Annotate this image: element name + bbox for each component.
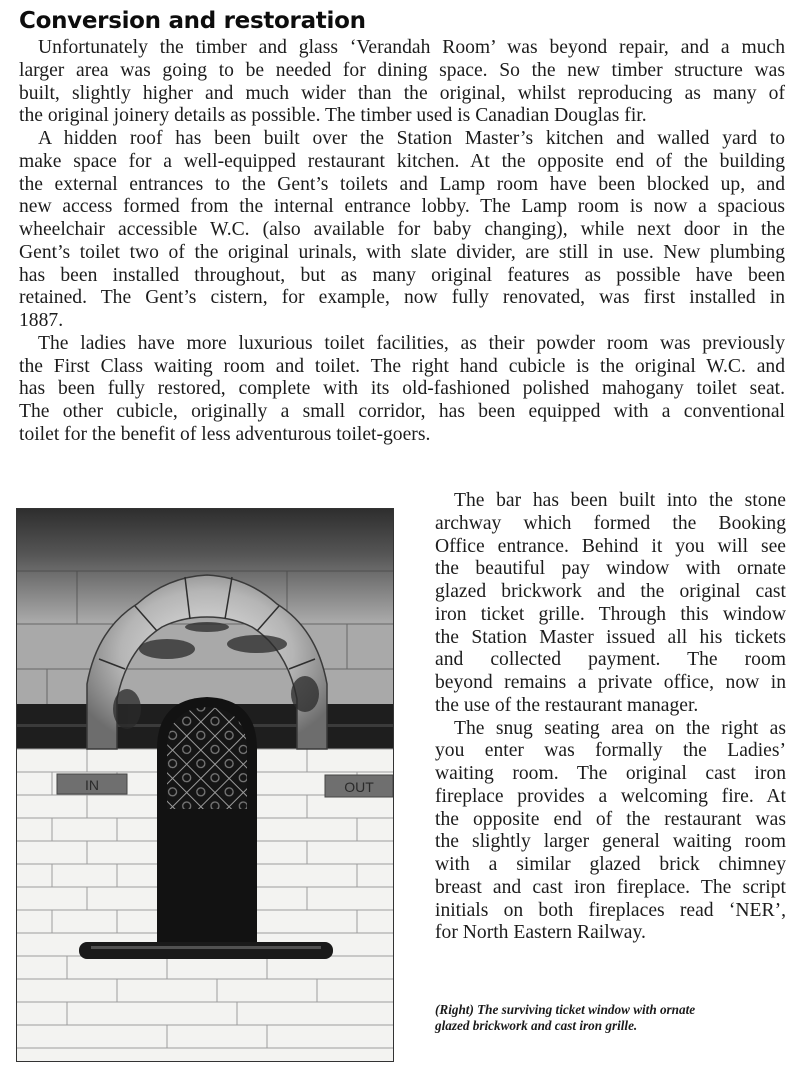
out-sign: OUT [344, 779, 374, 795]
text-line: and collected payment. The room [435, 649, 786, 671]
text-line: 1887. [19, 310, 64, 331]
text-line: the original joinery details as possible. The timber used is Canadian Douglas fir. [19, 105, 647, 127]
text-line: built, slightly higher and much wider than the original, whilst reproducing as many of [19, 82, 785, 104]
text-line: larger area was going to be needed for dining space. So the new timber structure was [19, 59, 785, 81]
text-line: the use of the restaurant manager. [435, 694, 699, 716]
text-line: The other cubicle, originally a small corridor, has been equipped with a conventional [19, 401, 785, 422]
text-line: glazed brickwork and the original cast [435, 581, 786, 602]
text-line: Unfortunately the timber and glass ‘Verandah Room’ was beyond repair, and a much [38, 37, 785, 58]
text-line: A hidden roof has been built over the Station Master’s kitchen and walled yard to [38, 128, 785, 149]
text-line: toilet for the benefit of less adventurous toilet-goers. [19, 423, 431, 445]
caption-line: glazed brickwork and cast iron grille. [435, 1018, 638, 1033]
text-line: initials on both fireplaces read ‘NER’, [435, 899, 786, 921]
text-line: Gent’s toilet two of the original urinals, with slate divider, are still in use. New plumbing [19, 241, 785, 263]
ticket-window-photo [16, 508, 394, 1062]
bar-and-snug-paragraphs [435, 490, 786, 945]
photo-caption [435, 1002, 775, 1034]
intro-paragraphs [19, 37, 785, 447]
text-line: iron ticket grille. Through this window [435, 603, 786, 625]
section-heading: Conversion and restoration [19, 8, 366, 34]
text-line: breast and cast iron fireplace. The script [435, 876, 786, 898]
text-line: new access formed from the internal entrance lobby. The Lamp room is now a spacious [19, 196, 785, 218]
text-line: fireplace provides a welcoming fire. At [435, 785, 786, 807]
text-line: the external entrances to the Gent’s toilets and Lamp room have been blocked up, and [19, 173, 785, 195]
text-line: make space for a well-equipped restaurant kitchen. At the opposite end of the building [19, 150, 785, 172]
caption-line: (Right) The surviving ticket window with ornate [435, 1002, 696, 1017]
text-line: The ladies have more luxurious toilet facilities, as their powder room was previously [38, 332, 785, 354]
text-line: retained. The Gent’s cistern, for example, now fully renovated, was first installed in [19, 287, 785, 309]
in-sign: IN [85, 777, 99, 793]
text-line: wheelchair accessible W.C. (also available for baby changing), while next door in the [19, 219, 785, 240]
text-line: beyond remains a private office, now in [435, 672, 786, 693]
text-line: you enter was formally the Ladies’ [435, 740, 786, 762]
text-line: archway which formed the Booking [435, 512, 786, 534]
text-line: the First Class waiting room and toilet. The right hand cubicle is the original W.C. and [19, 355, 785, 377]
text-line: The snug seating area on the right as [454, 717, 786, 739]
text-line: Office entrance. Behind it you will see [435, 535, 786, 557]
text-line: the Station Master issued all his tickets [435, 626, 786, 648]
text-line: with a similar glazed brick chimney [435, 854, 786, 875]
text-line: the opposite end of the restaurant was [435, 808, 786, 830]
text-line: the beautiful pay window with ornate [435, 558, 786, 580]
text-line: the slightly larger general waiting room [435, 831, 786, 853]
text-line: waiting room. The original cast iron [435, 763, 786, 784]
text-line: for North Eastern Railway. [435, 922, 646, 944]
text-line: has been fully restored, complete with its old-fashioned polished mahogany toilet seat. [19, 378, 785, 400]
text-line: has been installed throughout, but as many original features as possible have been [19, 264, 785, 286]
text-line: The bar has been built into the stone [454, 490, 786, 511]
